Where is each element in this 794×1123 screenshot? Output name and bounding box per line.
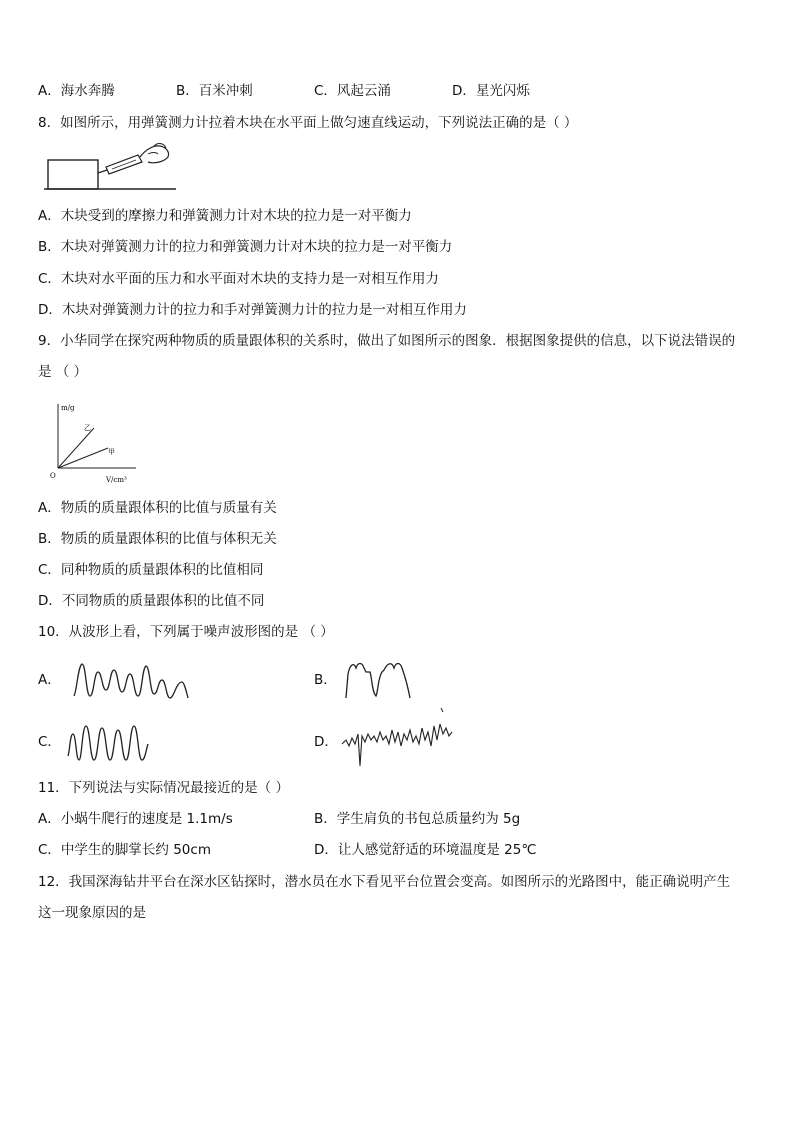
q9-graph-ylabel: m/g [61,404,75,412]
q9-option-a: A．物质的质量跟体积的比值与质量有关 [38,500,277,516]
q9-graph-line-yi: 乙 [84,424,91,432]
q8-option-b: B．木块对弹簧测力计的拉力和弹簧测力计对木块的拉力是一对平衡力 [38,239,453,255]
q10-option-b-label: B． [314,672,337,688]
q10-option-a-label: A． [38,672,61,688]
q10-option-c-waveform [66,720,150,766]
q7-option-b: B．百米冲刺 [176,83,253,99]
q9-option-c: C．同种物质的质量跟体积的比值相同 [38,562,264,578]
q8-option-d: D．木块对弹簧测力计的拉力和手对弹簧测力计的拉力是一对相互作用力 [38,302,467,318]
q10-option-d-label: D． [314,734,338,750]
q10-option-c-label: C． [38,734,61,750]
q7-option-d: D．星光闪烁 [452,83,530,99]
q11-option-a: A．小蜗牛爬行的速度是 1.1m/s [38,811,233,827]
q9-graph-line-jia: 甲 [108,448,115,456]
q7-option-a: A．海水奔腾 [38,83,115,99]
q10-option-b-waveform [344,658,420,700]
q11-option-b: B．学生肩负的书包总质量约为 5g [314,811,521,827]
q9-option-b: B．物质的质量跟体积的比值与体积无关 [38,531,277,547]
q12-stem-line1: 12．我国深海钻井平台在深水区钻探时，潜水员在水下看见平台位置会变高。如图所示的光路图中，能正确说明产生 [38,874,731,890]
q9-stem-line1: 9．小华同学在探究两种物质的质量跟体积的关系时，做出了如图所示的图象．根据图象提供的信息，以下说法错误的 [38,333,736,349]
q8-option-a: A．木块受到的摩擦力和弹簧测力计对木块的拉力是一对平衡力 [38,208,412,224]
q12-stem-line2: 这一现象原因的是 [38,905,146,921]
q8-stem: 8．如图所示，用弹簧测力计拉着木块在水平面上做匀速直线运动，下列说法正确的是（ ） [38,115,578,131]
q10-stem: 10．从波形上看，下列属于噪声波形图的是 （ ） [38,624,334,640]
q10-option-d-waveform [340,706,460,772]
q8-option-c: C．木块对水平面的压力和水平面对木块的支持力是一对相互作用力 [38,271,439,287]
q9-stem-line2: 是 （ ） [38,364,88,380]
q9-graph-origin: O [50,472,56,480]
q11-option-d: D．让人感觉舒适的环境温度是 25℃ [314,842,537,858]
q9-graph-xlabel: V/cm³ [106,476,127,484]
q9-mass-volume-graph [48,398,144,486]
q7-option-c: C．风起云涌 [314,83,391,99]
q11-option-c: C．中学生的脚掌长约 50cm [38,842,211,858]
q9-option-d: D．不同物质的质量跟体积的比值不同 [38,593,265,609]
q10-option-a-waveform [72,660,190,702]
q8-figure-block-spring-scale [44,140,176,194]
q11-stem: 11．下列说法与实际情况最接近的是（ ） [38,780,289,796]
